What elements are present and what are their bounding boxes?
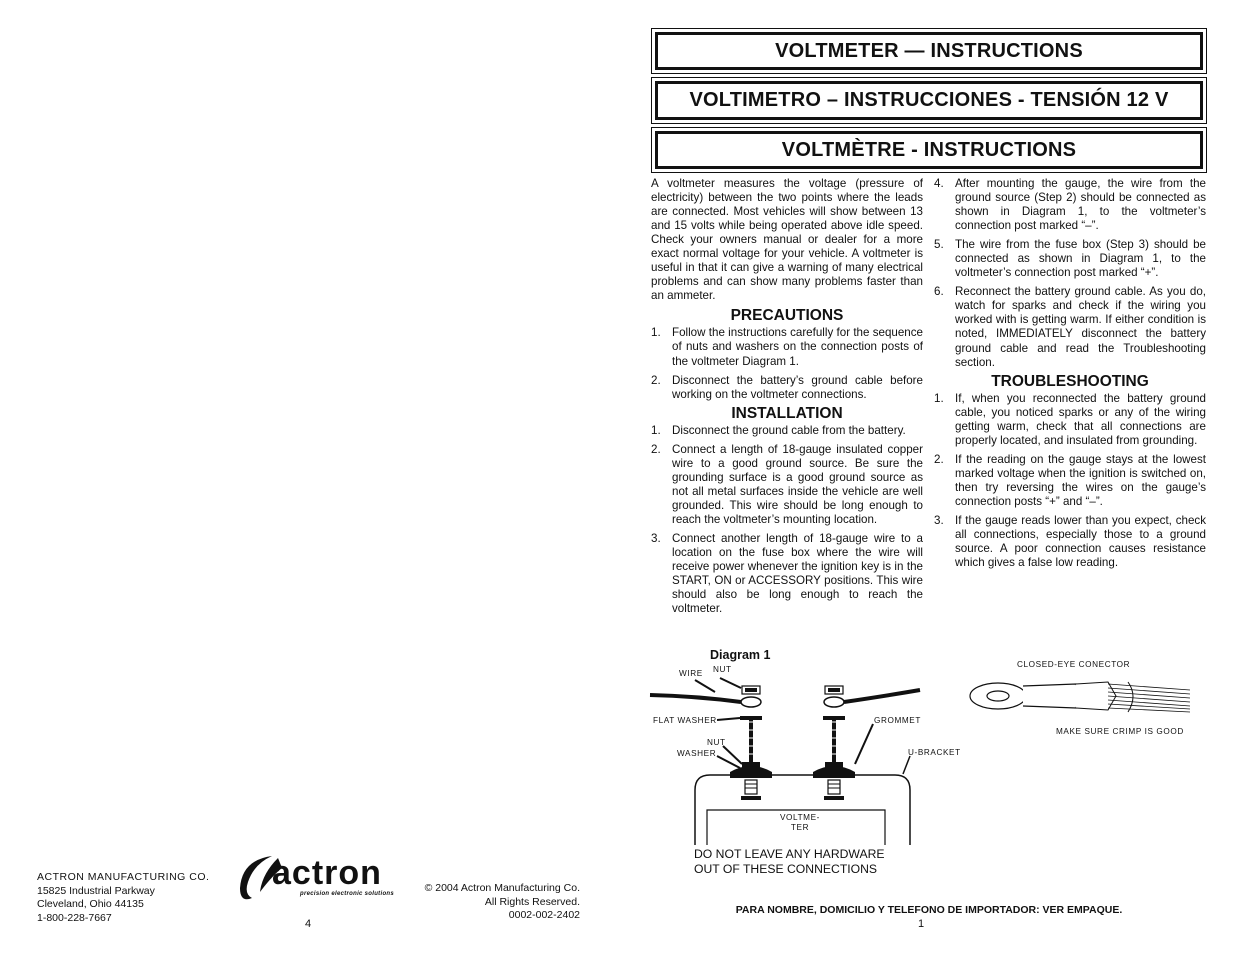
title-english [651, 28, 1207, 74]
logo-tagline: precision electronic solutions [300, 891, 395, 897]
company-city: Cleveland, Ohio 44135 [37, 898, 144, 910]
left-column [651, 177, 923, 621]
list-item: 1. Disconnect the ground cable from the battery. [651, 423, 906, 437]
part-number: 0002-002-2402 [508, 909, 580, 921]
list-item: 2. If the reading on the gauge stays at the lowest marked voltage when the ignition is switched on, then try reversing the wires on the gauge’s connection posts “+” and “–”. [934, 452, 1206, 508]
copyright: © 2004 Actron Manufacturing Co. [424, 882, 580, 894]
label-nut-top: NUT [713, 665, 732, 674]
company-name: ACTRON MANUFACTURING CO. [37, 871, 210, 883]
installation-heading: INSTALLATION [731, 404, 843, 422]
title-french [651, 127, 1207, 173]
list-item: 1. If, when you reconnected the battery ground cable, you noticed sparks or any of the wiring getting warm, check that all connections are properly located, and insulated from grounding. [934, 391, 1206, 447]
list-item: 2. Connect a length of 18-gauge insulated copper wire to a good ground source. Be sure the grounding surface is a good ground source as not all metal surfaces inside the vehicle are well grounded. This wire should be long enough to reach the voltmeter’s mounting location. [651, 442, 923, 526]
actron-logo [232, 848, 408, 908]
label-grommet: GROMMET [874, 716, 921, 725]
label-voltmeter: VOLTME- TER [780, 813, 820, 832]
label-washer: WASHER [677, 749, 717, 758]
rights-reserved: All Rights Reserved. [484, 896, 580, 908]
precautions-heading: PRECAUTIONS [730, 307, 844, 325]
title-spanish-text: VOLTIMETRO – INSTRUCCIONES - TENSIÓN 12 V [655, 81, 1203, 120]
logo-wordmark: actron [272, 854, 382, 892]
hardware-warning: DO NOT LEAVE ANY HARDWARE OUT OF THESE CONNECTIONS [694, 847, 885, 876]
list-item: 3. If the gauge reads lower than you expect, check all connections, especially those to a ground source. A poor connection causes resistance which gives a false low reading. [934, 513, 1206, 570]
diagram-title: Diagram 1 [710, 648, 771, 662]
label-u-bracket: U-BRACKET [908, 748, 961, 757]
title-english-text: VOLTMETER — INSTRUCTIONS [655, 32, 1203, 70]
closed-eye-connector-drawing [968, 676, 1193, 726]
intro-paragraph: A voltmeter measures the voltage (pressure of electricity) between the two points where the leads are connected. Most vehicles will show between 13 and 15 volts while being operated above idle speed. Check your owners manual or dealer for a more exact normal voltage for your vehicle. A voltmeter is useful in that it can give a warning of many electrical problems and can show many problems faster than an ammeter. [651, 177, 923, 303]
page-number-left: 4 [305, 918, 312, 930]
company-address [37, 871, 209, 925]
company-street: 15825 Industrial Parkway [37, 884, 155, 897]
right-column [934, 177, 1206, 575]
list-item: 2. Disconnect the battery’s ground cable before working on the voltmeter connections. [651, 373, 923, 401]
list-item: 6. Reconnect the battery ground cable. As you do, watch for sparks and check if the wiring you worked with is getting warm. If either condition is noted, IMMEDIATELY disconnect the battery ground cable and read the Troubleshooting section. [934, 285, 1206, 369]
title-french-text: VOLTMÈTRE - INSTRUCTIONS [655, 131, 1203, 169]
label-crimp: MAKE SURE CRIMP IS GOOD [1056, 727, 1184, 736]
label-closed-eye: CLOSED-EYE CONECTOR [1017, 660, 1131, 669]
list-item: 1. Follow the instructions carefully for the sequence of nuts and washers on the connection posts of the voltmeter Diagram 1. [651, 326, 923, 368]
copyright-block [410, 881, 580, 921]
label-flat-washer: FLAT WASHER [653, 716, 717, 725]
company-phone: 1-800-228-7667 [37, 911, 112, 924]
list-item: 3. Connect another length of 18-gauge wire to a location on the fuse box where the wire will receive power whenever the ignition key is in the START, ON or ACCESSORY positions. This wire should also be long enough to reach the voltmeter. [651, 531, 923, 616]
title-spanish [651, 77, 1207, 124]
list-item: 4. After mounting the gauge, the wire from the ground source (Step 2) should be connected as shown in Diagram 1, to the voltmeter’s connection post marked “–”. [934, 177, 1206, 233]
importer-notice: PARA NOMBRE, DOMICILIO Y TELEFONO DE IMPORTADOR: VER EMPAQUE. [735, 904, 1123, 916]
label-wire: WIRE [679, 669, 703, 678]
page-number-right: 1 [918, 918, 925, 930]
troubleshooting-heading: TROUBLESHOOTING [991, 372, 1149, 390]
list-item: 5. The wire from the fuse box (Step 3) should be connected as shown in Diagram 1, to the voltmeter’s connection post marked “+”. [934, 238, 1206, 280]
label-nut: NUT [707, 738, 726, 747]
